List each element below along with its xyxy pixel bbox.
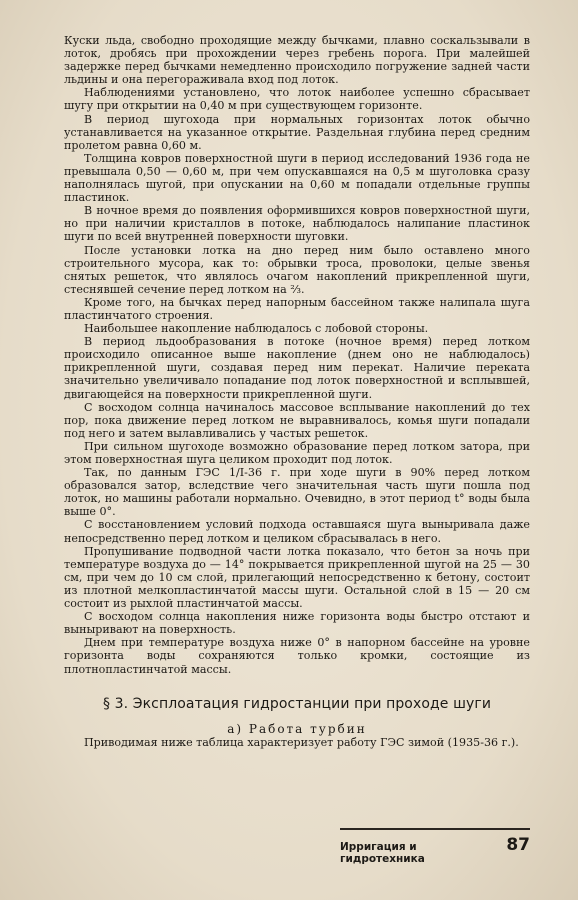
- paragraph: Пропушивание подводной части лотка показало, что бетон за ночь при температуре воздуха до — 14° покрывается прикрепленной шугой на 25 — 30 см, при чем до 10 см слой, прилегающий непосредственно к бетону, состоит из плотной мелкопластинчатой массы шуги. Остальной слой в 15 — 20 см состоит из рыхлой пластинчатой массы.: [64, 544, 530, 611]
- journal-title: Ирригация и гидротехника: [340, 841, 425, 865]
- paragraph: Наблюдениями установлено, что лоток наиболее успешно сбрасывает шугу при открытии на 0,40 м при существующем горизонте.: [64, 86, 530, 113]
- paragraph: С восходом солнца начиналось массовое всплывание накоплений до тех пор, пока движение перед лотком не выравнивалось, комья шуги попадали под него и затем вылавливались у частых решеток.: [64, 400, 530, 440]
- paragraph: В ночное время до появления оформившихся ковров поверхностной шуги, но при наличии кристаллов в потоке, наблюдалось налипание пластинок шуги по всей внутренней поверхности шуговки.: [64, 204, 530, 244]
- paragraph: С восстановлением условий подхода оставшаяся шуга выныривала даже непосредственно перед лотком и целиком сбрасывалась в него.: [64, 518, 530, 545]
- paragraph: Так, по данным ГЭС 1/I-36 г. при ходе шуги в 90% перед лотком образовался затор, вследствие чего значительная часть шуги пошла под лоток, но машины работали нормально. Очевидно, в этот период t° воды была выше 0°.: [64, 466, 530, 519]
- paragraph: При сильном шугоходе возможно образование перед лотком затора, при этом поверхностная шуга целиком проходит под лоток.: [64, 439, 530, 466]
- paragraph: Куски льда, свободно проходящие между бычками, плавно соскальзывали в лоток, дробясь при прохождении через гребень порога. При малейшей задержке перед бычками немедленно происходило погружение задней части льдины и она перегораживала вход под лоток.: [64, 34, 530, 87]
- paragraph: В период льдообразования в потоке (ночное время) перед лотком происходило описанное выше накопление (днем оно не наблюдалось) прикрепленной шуги, создавая перед ним перекат. Наличие переката значительно увеличивало попадание под лоток поверхностной и всплывшей, двигающейся на поверхности прикрепленной шуги.: [64, 335, 530, 401]
- section-heading: § 3. Эксплоатация гидростанции при проходе шуги: [102, 695, 492, 712]
- subsection-heading: а) Работа турбин: [227, 721, 367, 736]
- page-footer: [340, 828, 530, 865]
- paragraph: Наибольшее накопление наблюдалось с лобовой стороны.: [84, 322, 429, 336]
- page-number: 87: [506, 835, 530, 855]
- paragraph: В период шугохода при нормальных горизонтах лоток обычно устанавливается на указанное открытие. Раздельная глубина перед средним пролетом равна 0,60 м.: [64, 112, 530, 152]
- paragraph: После установки лотка на дно перед ним было оставлено много строительного мусора, как то: обрывки троса, проволоки, целые звенья снятых решеток, что являлось очагом накоплений прикрепленной шуги, стеснявшей сечение перед лотком на ⅔.: [64, 243, 530, 296]
- paragraph: Днем при температуре воздуха ниже 0° в напорном бассейне на уровне горизонта воды сохраняются только кромки, состоящие из плотнопластинчатой массы.: [64, 636, 530, 676]
- paragraph: Толщина ковров поверхностной шуги в период исследований 1936 года не превышала 0,50 — 0,60 м, при чем опускавшаяся на 0,5 м шуголовка сразу наполнялась шугой, при опускании на 0,60 м попадали отдельные группы пластинок.: [64, 151, 530, 205]
- paragraph: Приводимая ниже таблица характеризует работу ГЭС зимой (1935-36 г.).: [84, 735, 519, 749]
- paragraph: С восходом солнца накопления ниже горизонта воды быстро отстают и выныривают на поверхность.: [64, 610, 530, 637]
- paragraph: Кроме того, на бычках перед напорным бассейном также налипала шуга пластинчатого строения.: [64, 295, 530, 322]
- body-text: [64, 34, 530, 749]
